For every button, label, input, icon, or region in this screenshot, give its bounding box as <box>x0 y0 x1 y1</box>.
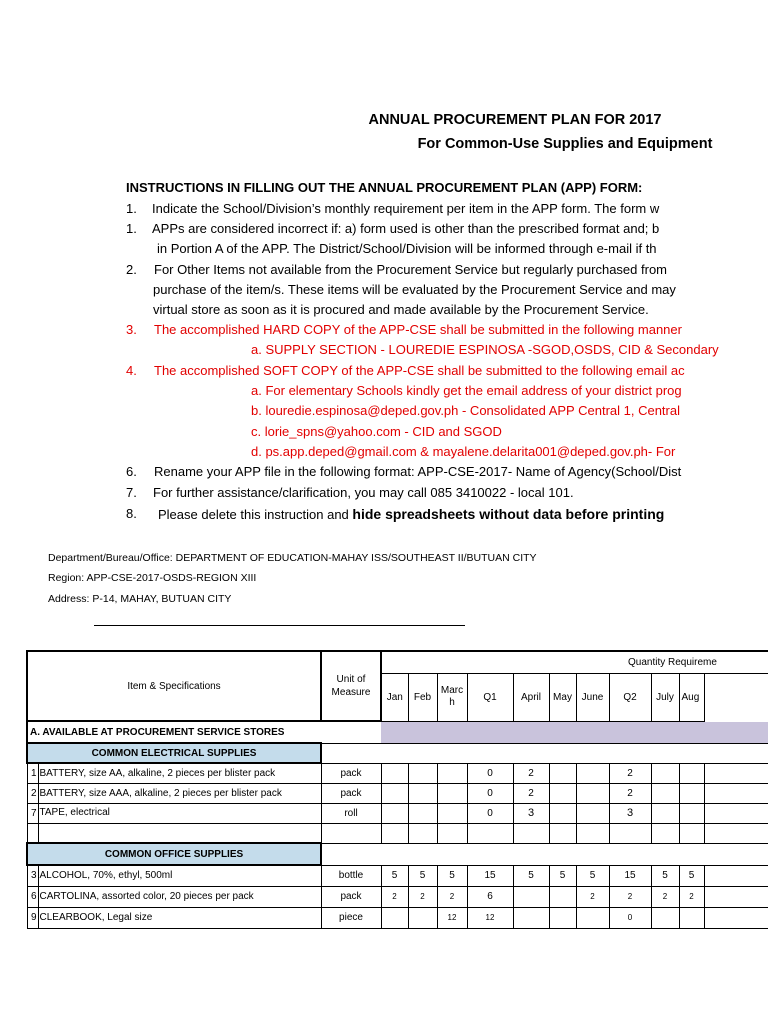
instruction-text: APPs are considered incorrect if: a) form used is other than the prescribed format and; b <box>152 221 660 236</box>
qty-cell <box>408 907 437 928</box>
qty-cell <box>576 907 609 928</box>
qty-cell <box>381 907 408 928</box>
qty-cell: 12 <box>437 907 467 928</box>
item-spec: CARTOLINA, assorted color, 20 pieces per pack <box>38 886 321 907</box>
instruction-text: a. For elementary Schools kindly get the email address of your district prog <box>251 383 682 398</box>
instruction-text: b. louredie.espinosa@deped.gov.ph - Consolidated APP Central 1, Central <box>251 403 680 418</box>
qty-cell: 0 <box>467 783 513 803</box>
qty-cell <box>549 783 576 803</box>
qty-cell <box>679 803 704 823</box>
header-quarter: Q2 <box>609 673 651 721</box>
document-title: ANNUAL PROCUREMENT PLAN FOR 2017 <box>368 112 662 128</box>
qty-cell <box>651 783 679 803</box>
header-row-top <box>27 651 768 673</box>
header-quantity-requirement: Quantity Requireme <box>381 651 768 673</box>
qty-cell <box>437 803 467 823</box>
department-line: Department/Bureau/Office: DEPARTMENT OF EDUCATION-MAHAY ISS/SOUTHEAST II/BUTUAN CITY <box>48 552 537 564</box>
instruction-text: For further assistance/clarification, you may call 085 3410022 - local 101. <box>153 485 574 500</box>
unit-cell: piece <box>321 907 381 928</box>
instruction-text: a. SUPPLY SECTION - LOUREDIE ESPINOSA -SGOD,OSDS, CID & Secondary <box>251 342 719 357</box>
qty-cell: 2 <box>576 886 609 907</box>
qty-cell: 5 <box>513 865 549 886</box>
item-spec: TAPE, electrical <box>38 803 321 823</box>
header-unit-of-measure <box>321 651 381 721</box>
qty-cell <box>437 763 467 783</box>
item-spec: BATTERY, size AA, alkaline, 2 pieces per blister pack <box>38 763 321 783</box>
qty-cell <box>651 803 679 823</box>
unit-cell: roll <box>321 803 381 823</box>
instruction-number: 6. <box>126 464 137 479</box>
document-subtitle: For Common-Use Supplies and Equipment <box>417 136 713 152</box>
section-a-title: A. AVAILABLE AT PROCUREMENT SERVICE STORES <box>27 721 381 743</box>
header-unit-line2: Measure <box>331 687 371 698</box>
section-a-band <box>381 721 768 743</box>
qty-cell: 5 <box>381 865 408 886</box>
instruction-text-bold: hide spreadsheets without data before printing <box>352 506 665 522</box>
qty-cell <box>408 783 437 803</box>
row-index: 6 <box>27 886 38 907</box>
row-index: 3 <box>27 865 38 886</box>
category-electrical: COMMON ELECTRICAL SUPPLIES <box>27 743 321 763</box>
qty-cell: 2 <box>408 886 437 907</box>
instruction-text: Rename your APP file in the following format: APP-CSE-2017- Name of Agency(School/Dist <box>154 464 682 479</box>
row-index: 7 <box>27 803 38 823</box>
qty-cell: 2 <box>437 886 467 907</box>
qty-cell: 0 <box>609 907 651 928</box>
instructions-heading: INSTRUCTIONS IN FILLING OUT THE ANNUAL PROCUREMENT PLAN (APP) FORM: <box>126 180 643 195</box>
instruction-text: d. ps.app.deped@gmail.com & mayalene.delarita001@deped.gov.ph- For <box>251 444 676 459</box>
row-index: 1 <box>27 763 38 783</box>
qty-cell: 6 <box>467 886 513 907</box>
header-unit-line1: Unit of <box>336 674 366 685</box>
category-row <box>27 743 768 763</box>
category-office: COMMON OFFICE SUPPLIES <box>27 843 321 865</box>
qty-cell <box>576 783 609 803</box>
qty-cell <box>679 907 704 928</box>
instruction-text: in Portion A of the APP. The District/School/Division will be informed through e-mail if th <box>157 241 657 256</box>
qty-cell: 5 <box>408 865 437 886</box>
header-month: June <box>576 673 609 721</box>
qty-cell <box>549 907 576 928</box>
unit-cell <box>321 823 381 843</box>
instruction-number: 7. <box>126 485 137 500</box>
header-quarter: Q1 <box>467 673 513 721</box>
qty-cell: 5 <box>437 865 467 886</box>
qty-cell <box>408 763 437 783</box>
qty-cell <box>513 886 549 907</box>
qty-cell: 2 <box>381 886 408 907</box>
instruction-number: 8. <box>126 506 137 521</box>
item-spec <box>38 823 321 843</box>
qty-cell <box>549 886 576 907</box>
signature-rule <box>94 625 465 626</box>
instruction-number: 1. <box>126 221 137 236</box>
qty-cell: 5 <box>679 865 704 886</box>
qty-cell: 5 <box>651 865 679 886</box>
header-month: Feb <box>408 673 437 721</box>
category-row <box>27 843 768 865</box>
header-month: Aug <box>679 673 704 721</box>
qty-cell <box>651 763 679 783</box>
section-a-row <box>27 721 768 743</box>
qty-cell: 2 <box>609 783 651 803</box>
qty-cell: 0 <box>467 763 513 783</box>
qty-cell <box>408 803 437 823</box>
qty-cell: 5 <box>576 865 609 886</box>
qty-cell <box>651 907 679 928</box>
table-row <box>27 763 768 783</box>
address-line: Address: P-14, MAHAY, BUTUAN CITY <box>48 593 232 605</box>
instruction-text-plain: Please delete this instruction and <box>158 507 353 522</box>
instruction-text <box>158 506 664 522</box>
qty-cell <box>679 783 704 803</box>
unit-cell: pack <box>321 886 381 907</box>
region-line: Region: APP-CSE-2017-OSDS-REGION XIII <box>48 572 257 584</box>
instruction-number: 4. <box>126 363 137 378</box>
item-spec: BATTERY, size AAA, alkaline, 2 pieces per blister pack <box>38 783 321 803</box>
table-row <box>27 783 768 803</box>
header-month: July <box>651 673 679 721</box>
instruction-number: 2. <box>126 262 137 277</box>
row-index: 2 <box>27 783 38 803</box>
header-month: Jan <box>381 673 408 721</box>
table-row <box>27 823 768 843</box>
qty-cell: 3 <box>609 803 651 823</box>
qty-cell <box>381 783 408 803</box>
instruction-text: purchase of the item/s. These items will be evaluated by the Procurement Service and may <box>153 282 676 297</box>
instruction-text: virtual store as soon as it is procured and made available by the Procurement Service. <box>153 302 649 317</box>
procurement-table <box>26 650 768 930</box>
qty-cell: 5 <box>549 865 576 886</box>
row-index: 9 <box>27 907 38 928</box>
qty-cell: 12 <box>467 907 513 928</box>
header-item-specs: Item & Specifications <box>27 651 321 721</box>
qty-cell: 2 <box>609 763 651 783</box>
instruction-number: 1. <box>126 201 137 216</box>
header-month: April <box>513 673 549 721</box>
qty-cell: 2 <box>651 886 679 907</box>
qty-cell: 2 <box>513 763 549 783</box>
item-spec: ALCOHOL, 70%, ethyl, 500ml <box>38 865 321 886</box>
qty-cell: 0 <box>467 803 513 823</box>
qty-cell: 3 <box>513 803 549 823</box>
qty-cell: 15 <box>467 865 513 886</box>
instruction-number: 3. <box>126 322 137 337</box>
item-spec: CLEARBOOK, Legal size <box>38 907 321 928</box>
instruction-text: For Other Items not available from the Procurement Service but regularly purchased from <box>154 262 667 277</box>
header-month: Marc h <box>437 673 467 721</box>
row-index <box>27 823 38 843</box>
qty-cell <box>576 763 609 783</box>
unit-cell: pack <box>321 783 381 803</box>
qty-cell: 2 <box>513 783 549 803</box>
qty-cell <box>437 783 467 803</box>
table-row <box>27 907 768 928</box>
unit-cell: bottle <box>321 865 381 886</box>
qty-cell: 2 <box>609 886 651 907</box>
qty-cell <box>381 803 408 823</box>
instruction-text: c. lorie_spns@yahoo.com - CID and SGOD <box>251 424 502 439</box>
instruction-text: The accomplished HARD COPY of the APP-CSE shall be submitted in the following manner <box>154 322 682 337</box>
header-month: May <box>549 673 576 721</box>
qty-cell <box>576 803 609 823</box>
qty-cell <box>381 763 408 783</box>
table-row <box>27 886 768 907</box>
qty-cell <box>513 907 549 928</box>
instruction-text: Indicate the School/Division’s monthly requirement per item in the APP form. The form w <box>152 201 660 216</box>
qty-cell <box>549 763 576 783</box>
qty-cell: 2 <box>679 886 704 907</box>
qty-cell <box>679 763 704 783</box>
table-row <box>27 865 768 886</box>
unit-cell: pack <box>321 763 381 783</box>
instruction-text: The accomplished SOFT COPY of the APP-CSE shall be submitted to the following email ac <box>154 363 685 378</box>
qty-cell: 15 <box>609 865 651 886</box>
qty-cell <box>549 803 576 823</box>
table-row <box>27 803 768 823</box>
